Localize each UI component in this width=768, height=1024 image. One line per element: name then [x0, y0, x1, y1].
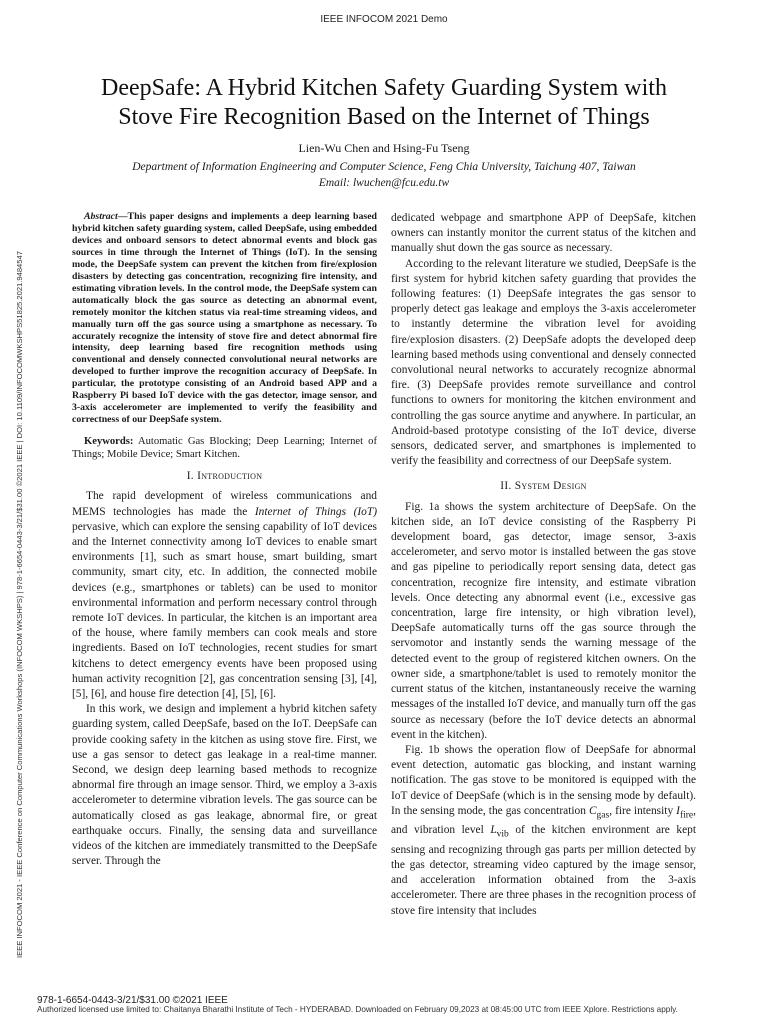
affiliation: Department of Information Engineering and Computer Science, Feng Chia University, Taichung 407, Taiwan: [132, 161, 636, 173]
intro-paragraph-3: dedicated webpage and smartphone APP of DeepSafe, kitchen owners can instantly monitor the current status of the kitchen and manually shut down the gas source as necessary.: [391, 212, 696, 255]
iot-term: Internet of Things (IoT): [254, 505, 378, 518]
paper-title: [40, 74, 728, 132]
left-column: [72, 211, 377, 869]
section-heading-system-design: II. System Design: [500, 480, 587, 493]
keywords: [72, 435, 377, 461]
title-line-1: DeepSafe: A Hybrid Kitchen Safety Guarding System with: [101, 75, 667, 101]
email: Email: lwuchen@fcu.edu.tw: [318, 177, 450, 189]
author-list: Lien-Wu Chen and Hsing-Fu Tseng: [298, 141, 470, 155]
license-notice: Authorized licensed use limited to: Chaitanya Bharathi Institute of Tech - HYDERABAD. Downloaded on February 09,2023 at 08:45:00 UTC from IEEE Xplore. Restrictions apply.: [37, 1005, 678, 1014]
right-column: [391, 211, 696, 919]
abstract-text: —This paper designs and implements a deep learning based hybrid kitchen safety guarding system, called DeepSafe, using embedded devices and onboard sensors to detect abnormal events and block gas sources in time through the Internet of Things (IoT). In the sensing mode, the DeepSafe system can prevent the kitchen from fire/explosion disasters by detecting gas concentration, recognizing fire intensity, and estimating vibration levels. In the control mode, the DeepSafe system can automatically block the gas source as detecting an abnormal event, remotely monitor the kitchen status via real-time streaming videos, and manually turn off the gas source using a smartphone as necessary. To accurately recognize the intensity of stove fire and detect abnormal fire intensity, deep learning based fire recognition methods using conventional and densely connected convolutional neural networks are developed to further improve the recognition accuracy of DeepSafe. In particular, the prototype consisting of an Android based APP and a Raspberry Pi based IoT device with the gas detector, image sensor, and 3-axis accelerometer are implemented to verify the feasibility and correctness of our DeepSafe system.: [72, 211, 377, 426]
abstract: [72, 211, 377, 426]
intro-paragraph-2: In this work, we design and implement a hybrid kitchen safety guarding system, called DeepSafe, based on the IoT. DeepSafe can provide cooking safety in the kitchen as using stove fire. First, we use a gas sensor to detect gas leakage in a real-time manner. Second, we design deep learning based methods to recognize abnormal fire through an image sensor. Third, we employ a 3-axis accelerometer to determine vibration levels. The gas source can be automatically closed as gas leakage, abnormal fire, or great earthquake occurs. Finally, the sensing data and surveillance videos of the kitchen are immediately transmitted to the DeepSafe server. Through the: [72, 703, 377, 868]
abstract-label: Abstract: [84, 211, 118, 222]
design-paragraph-2: Fig. 1b shows the operation flow of DeepSafe for abnormal event detection, automatic gas blocking, and instant warning notification. The gas stove to be monitored is equipped with the IoT device of DeepSafe (which is in the sensing mode by default). In the sensing mode, the gas concentration $C_{gas}$, fire intensity $I_{fire}$, and vibration level $L_{vib}$ of the kitchen environment are kept sensing and recognizing through gas parts per million detected by the gas detector, streaming video captured by the image sensor, and acceleration information obtained from the 3-axis accelerometer. There are three phases in the recognition process of stove fire intensity that includes: [391, 743, 697, 917]
affiliation-block: [0, 159, 768, 191]
doi-side-strip: IEEE INFOCOM 2021 - IEEE Conference on Computer Communications Workshops (INFOCOM WKSHPS) | 978-1-6654-0443-3/21/$31.00 ©2021 IEEE | DOI: 10.1109/INFOCOMWKSHPS51825.2021.9484547: [15, 251, 24, 958]
intro-paragraph-4: According to the relevant literature we studied, DeepSafe is the first system for hybrid kitchen safety guarding that provides the following features: (1) DeepSafe integrates the gas sensor to properly detect gas leakage and employs the 3-axis accelerometer to instantly determine the vibration level for avoiding fire/explosion disasters. (2) DeepSafe adopts the developed deep learning based methods using conventional and densely connected convolutional neural networks to accurately recognize abnormal fire. (3) DeepSafe provides remote surveillance and control functions to owners for monitoring the kitchen environment and controlling the gas source anytime and anywhere. In particular, an Android-based prototype consisting of the IoT device, diverse sensors, dedicated server, and smartphones is implemented to verify the feasibility and correctness of our DeepSafe system.: [391, 257, 696, 468]
design-paragraph-1: Fig. 1a shows the system architecture of DeepSafe. On the kitchen side, an IoT device consisting of the Raspberry Pi development board, gas detector, image sensor, 3-axis accelerometer, and servo motor is installed between the gas stove and gas pipeline to periodically report sensing data, detect gas concentration, recognize fire intensity, and estimate vibration levels. Once detecting any abnormal event (i.e., excessive gas concentration, large fire intensity, or high vibration level), DeepSafe automatically turns off the gas source through the servomotor and instantly sends the warning message of the detected event to the group of registered kitchen owners. On the owner side, a smartphone/tablet is used to remotely monitor the current status of the kitchen, instantaneously receive the warning messages of the installed IoT device, and manually turn off the gas source as necessary (before the IoT device detects an abnormal event in the kitchen).: [391, 500, 696, 741]
venue-header: IEEE INFOCOM 2021 Demo: [320, 14, 448, 25]
keywords-label: Keywords:: [84, 436, 134, 448]
section-heading-introduction: I. Introduction: [186, 470, 263, 483]
intro-paragraph-1: The rapid development of wireless communications and MEMS technologies has made the Internet of Things (IoT) pervasive, which can explore the sensing capability of IoT devices and the Internet connectivity among IoT devices to enable smart environments [1], such as smart house, smart building, smart community, smart city, etc. In addition, the connected mobile devices (e.g., smartphones or tablets) can be used to monitor environmental information and perform necessary control through remote IoT devices. In particular, the kitchen is an important area of the house, where family members can cook meals and store ingredients. Based on IoT technologies, recent studies for smart kitchens to detect emergency events have been proposed using human activity recognition [2], gas concentration sensing [3], [4], [5], [6], and house fire detection [4], [5], [6].: [72, 490, 378, 700]
title-line-2: Stove Fire Recognition Based on the Internet of Things: [118, 104, 650, 130]
keywords-text: Automatic Gas Blocking; Deep Learning; Internet of Things; Mobile Device; Smart Kitchen.: [72, 436, 377, 461]
isbn-copyright: 978-1-6654-0443-3/21/$31.00 ©2021 IEEE: [37, 995, 228, 1006]
